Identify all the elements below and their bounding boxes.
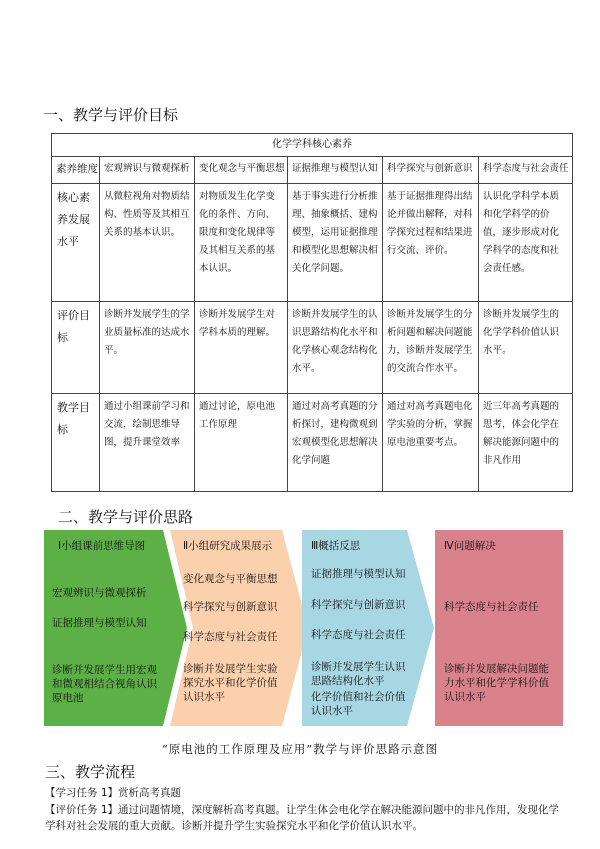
task-label: 【学习任务 1】 [45, 787, 119, 799]
flow-box-4-title: Ⅳ问题解决 [444, 540, 496, 552]
table-cell: 对物质发生化学变化的条件、方向、限度和变化规律等及其相互关系的基本认识。 [195, 184, 288, 302]
flow-box-1-item: 证据推理与模型认知 [52, 617, 147, 629]
row-label: 教学目标 [52, 394, 100, 492]
table-cell: 诊断并发展学生的化学学科价值认识水平。 [479, 302, 573, 394]
row-label: 评价目标 [52, 302, 100, 394]
flow-box-4-item: 诊断并发展解决问题能力水平和化学学科价值认识水平 [444, 663, 549, 703]
learning-task-1 [45, 786, 181, 801]
flow-box-2-title: Ⅱ小组研究成果展示 [183, 540, 273, 552]
header-cell: 宏观辨识与微观探析 [100, 157, 195, 184]
flow-box-3-title: Ⅲ概括反思 [311, 540, 361, 552]
row-label: 核心素养发展水平 [52, 184, 100, 302]
flow-caption: “原电池的工作原理及应用”教学与评价思路示意图 [161, 742, 439, 756]
flow-box-2-item: 科学探究与创新意识 [183, 601, 278, 613]
flow-box-3-item: 科学探究与创新意识 [311, 599, 406, 611]
evaluation-task-1-continued: 学科对社会发展的重大贡献。诊断并提升学生实验探究水平和化学价值认识水平。 [45, 820, 423, 832]
table-title: 化学学科核心素养 [52, 134, 573, 157]
flow-box-3-item: 诊断并发展学生认识思路结构化水平 [311, 661, 406, 687]
table-cell: 近三年高考真题的思考，体会化学在解决能源问题中的非凡作用 [479, 394, 573, 492]
header-cell: 证据推理与模型认知 [288, 157, 383, 184]
table-cell: 诊断并发展学生的分析问题和解决问题能力，诊断并发展学生的交流合作水平。 [383, 302, 479, 394]
table-cell: 认识化学科学本质和化学科学的价值，逐步形成对化学科学的态度和社会责任感。 [479, 184, 573, 302]
section-1-heading: 一、教学与评价目标 [43, 106, 179, 124]
flow-box-1-item: 诊断并发展学生用宏观和微观相结合视角认识原电池 [52, 664, 157, 704]
table-cell: 基于事实进行分析推理、抽象概括、建构模型，运用证据推理和模型化思想解决相关化学问题。 [288, 184, 383, 302]
table-cell: 从微粒视角对物质结构、性质等及其相互关系的基本认识。 [100, 184, 195, 302]
flow-box-3-item: 化学价值和社会价值认识水平 [311, 691, 406, 717]
table-cell: 通过对高考真题的分析探讨，建构微观到宏观模型化思想解决化学问题 [288, 394, 383, 492]
task-text: 赏析高考真题 [118, 787, 182, 799]
table-cell: 通过讨论，原电池工作原理 [195, 394, 288, 492]
table-cell: 诊断并发展学生的认识思路结构化水平和化学核心观念结构化水平。 [288, 302, 383, 394]
header-cell: 科学探究与创新意识 [383, 157, 479, 184]
evaluation-task-1 [45, 803, 575, 818]
flow-box-2-item: 诊断并发展学生实验探究水平和化学价值认识水平 [183, 663, 278, 703]
table-cell: 诊断并发展学生的学业质量标准的达成水平。 [100, 302, 195, 394]
table-cell: 通过对高考真题电化学实验的分析，掌握原电池重要考点。 [383, 394, 479, 492]
header-cell: 科学态度与社会责任 [479, 157, 573, 184]
task-text: 通过问题情境，深度解析高考真题。让学生体会电化学在解决能源问题中的非凡作用，发现化学 [118, 804, 560, 816]
flow-box-3-item: 科学态度与社会责任 [311, 629, 406, 641]
table-cell: 诊断并发展学生对学科本质的理解。 [195, 302, 288, 394]
section-2-heading: 二、教学与评价思路 [58, 508, 194, 526]
flow-box-1-item: 宏观辨识与微观探析 [52, 587, 147, 599]
header-cell: 素养维度 [52, 157, 100, 184]
table-cell: 基于证据推理得出结论并做出解释，对科学探究过程和结果进行交流、评价。 [383, 184, 479, 302]
flow-box-3-item: 证据推理与模型认知 [311, 568, 406, 580]
section-3-heading: 三、教学流程 [45, 763, 136, 781]
task-label: 【评价任务 1】 [45, 804, 119, 816]
flow-box-2-item: 变化观念与平衡思想 [183, 573, 278, 585]
flow-box-1-title: Ⅰ小组课前思维导图 [58, 540, 146, 552]
flow-box-4-item: 科学态度与社会责任 [444, 601, 539, 613]
header-cell: 变化观念与平衡思想 [195, 157, 288, 184]
table-cell: 通过小组课前学习和交流，绘制思维导图，提升课堂效率 [100, 394, 195, 492]
flow-box-2-item: 科学态度与社会责任 [183, 631, 278, 643]
